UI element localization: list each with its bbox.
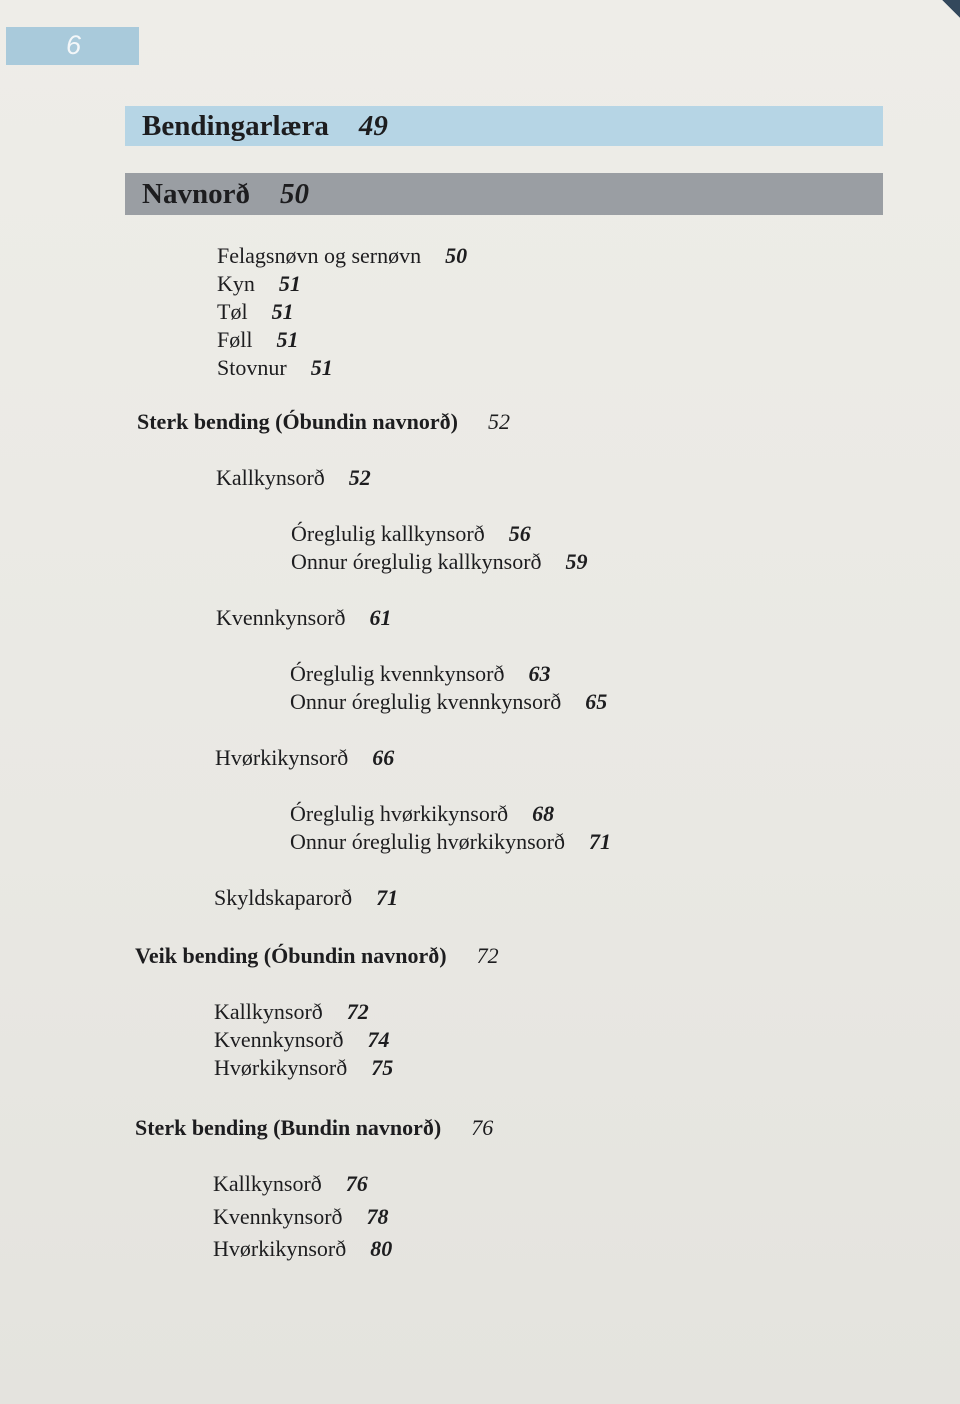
toc-subentry-label: Óreglulig kallkynsorð [291, 521, 485, 546]
toc-entry-label: Føll [217, 327, 253, 352]
toc-subentry-page: 63 [528, 661, 551, 686]
toc-entry [217, 326, 298, 354]
toc-subentry [291, 548, 588, 576]
toc-entry-page: 75 [371, 1055, 394, 1080]
page-number: 6 [66, 30, 82, 60]
part-heading [125, 106, 883, 146]
toc-entry-page: 78 [366, 1204, 389, 1229]
toc-entry [215, 744, 394, 772]
toc-entry [214, 1026, 390, 1054]
toc-section-label: Veik bending (Óbundin navnorð) [135, 943, 447, 968]
toc-entry [213, 1170, 368, 1198]
toc-entry-page: 52 [348, 465, 371, 490]
toc-entry-label: Hvørkikynsorð [215, 745, 349, 770]
toc-section-page: 72 [476, 943, 499, 968]
toc-entry-label: Tøl [217, 299, 248, 324]
toc-entry [217, 242, 467, 270]
toc-subentry-label: Óreglulig hvørkikynsorð [290, 801, 509, 826]
toc-entry-page: 74 [367, 1027, 390, 1052]
toc-entry [216, 604, 392, 632]
toc-entry-page: 51 [271, 299, 294, 324]
toc-entry-page: 72 [346, 999, 369, 1024]
toc-section-page: 52 [487, 409, 510, 434]
toc-entry-label: Kvennkynsorð [213, 1204, 343, 1229]
toc-entry-label: Stovnur [217, 355, 287, 380]
toc-entry-label: Felagsnøvn og sernøvn [217, 243, 422, 268]
toc-entry-page: 76 [345, 1171, 368, 1196]
toc-section [137, 408, 510, 436]
toc-entry-page: 51 [310, 355, 333, 380]
toc-entry [213, 1235, 392, 1263]
chapter-title: Navnorð [142, 177, 250, 210]
cover-corner [938, 0, 960, 22]
toc-entry [214, 998, 369, 1026]
toc-subentry-label: Onnur óreglulig hvørkikynsorð [290, 829, 565, 854]
toc-entry-page: 51 [278, 271, 301, 296]
toc-subentry-label: Óreglulig kvennkynsorð [290, 661, 505, 686]
chapter-page: 50 [279, 177, 309, 210]
toc-entry-page: 51 [276, 327, 299, 352]
toc-entry [214, 1054, 393, 1082]
toc-subentry [290, 828, 611, 856]
toc-entry [213, 1203, 389, 1231]
part-title: Bendingarlæra [142, 109, 329, 142]
toc-entry-page: 71 [376, 885, 399, 910]
toc-subentry-page: 56 [508, 521, 531, 546]
toc-entry-page: 80 [370, 1236, 393, 1261]
toc-section [135, 942, 499, 970]
toc-entry-label: Kallkynsorð [213, 1171, 322, 1196]
toc-subentry-page: 59 [565, 549, 588, 574]
toc-entry-label: Kallkynsorð [214, 999, 323, 1024]
toc-entry-label: Kvennkynsorð [216, 605, 346, 630]
toc-section-page: 76 [471, 1115, 494, 1140]
toc-subentry-label: Onnur óreglulig kvennkynsorð [290, 689, 562, 714]
toc-entry-label: Hvørkikynsorð [213, 1236, 347, 1261]
toc-entry-page: 66 [372, 745, 395, 770]
toc-entry [217, 354, 333, 382]
toc-entry-label: Hvørkikynsorð [214, 1055, 348, 1080]
toc-subentry [290, 688, 607, 716]
toc-section [135, 1114, 493, 1142]
toc-entry-label: Skyldskaparorð [214, 885, 353, 910]
chapter-heading [125, 173, 883, 215]
part-page: 49 [358, 109, 388, 142]
toc-entry [216, 464, 371, 492]
toc-entry [214, 884, 398, 912]
toc-entry-label: Kyn [217, 271, 255, 296]
toc-subentry-page: 71 [588, 829, 611, 854]
toc-entry-page: 50 [445, 243, 468, 268]
toc-subentry [290, 660, 550, 688]
toc-entry [217, 298, 294, 326]
toc-subentry [291, 520, 531, 548]
toc-subentry [290, 800, 554, 828]
toc-entry-label: Kvennkynsorð [214, 1027, 344, 1052]
toc-section-label: Sterk bending (Óbundin navnorð) [137, 409, 458, 434]
toc-entry-page: 61 [369, 605, 392, 630]
toc-subentry-page: 65 [585, 689, 608, 714]
toc-subentry-label: Onnur óreglulig kallkynsorð [291, 549, 542, 574]
toc-subentry-page: 68 [532, 801, 555, 826]
toc-entry [217, 270, 301, 298]
toc-section-label: Sterk bending (Bundin navnorð) [135, 1115, 442, 1140]
toc-entry-label: Kallkynsorð [216, 465, 325, 490]
